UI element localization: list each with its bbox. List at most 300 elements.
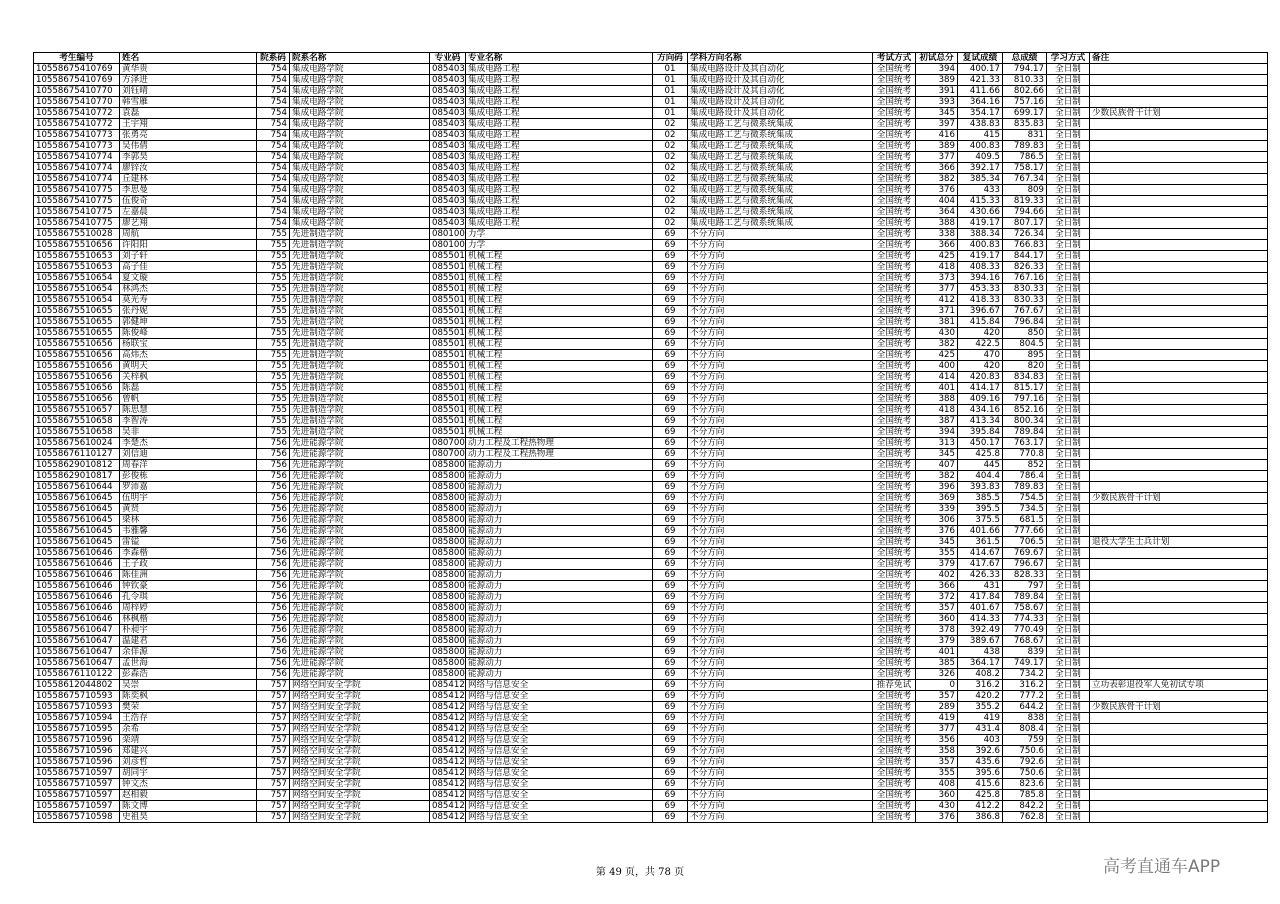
cell-dir-code: 69 [653,251,688,262]
cell-initial: 381 [916,317,958,328]
cell-id: 10558675610646 [34,614,120,625]
cell-total: 895 [1003,350,1047,361]
table-row [34,361,1268,372]
cell-remark [1090,372,1268,383]
cell-id: 10558675610645 [34,515,120,526]
cell-retest: 414.67 [958,548,1003,559]
cell-total: 734.5 [1003,504,1047,515]
cell-initial: 412 [916,295,958,306]
cell-name: 刘信迪 [120,449,257,460]
cell-remark [1090,229,1268,240]
cell-initial: 401 [916,383,958,394]
cell-retest: 385.34 [958,174,1003,185]
cell-name: 刘钰晴 [120,86,257,97]
cell-dir-name: 不分方向 [688,306,873,317]
cell-major-name: 网络与信息安全 [466,746,653,757]
cell-mode: 全日制 [1047,768,1090,779]
cell-dir-name: 不分方向 [688,361,873,372]
cell-initial: 377 [916,724,958,735]
cell-dept-name: 先进能源学院 [290,449,430,460]
cell-remark [1090,779,1268,790]
table-row [34,801,1268,812]
cell-retest: 403 [958,735,1003,746]
cell-name: 杨联宝 [120,339,257,350]
cell-exam-type: 全国统考 [873,196,916,207]
cell-major-code: 085501 [430,317,466,328]
cell-total: 815.17 [1003,383,1047,394]
cell-dir-name: 集成电路工艺与微系统集成 [688,163,873,174]
cell-dir-name: 不分方向 [688,702,873,713]
cell-name: 陈奕枫 [120,691,257,702]
cell-exam-type: 全国统考 [873,779,916,790]
cell-major-code: 085800 [430,526,466,537]
cell-total: 786.5 [1003,152,1047,163]
cell-dept-name: 集成电路学院 [290,141,430,152]
cell-name: 陈文博 [120,801,257,812]
cell-exam-type: 全国统考 [873,394,916,405]
cell-initial: 371 [916,306,958,317]
cell-initial: 379 [916,636,958,647]
cell-total: 835.83 [1003,119,1047,130]
cell-major-code: 085501 [430,416,466,427]
cell-id: 10558675610024 [34,438,120,449]
cell-remark [1090,152,1268,163]
cell-dept-code: 756 [257,460,290,471]
cell-exam-type: 全国统考 [873,108,916,119]
cell-major-code: 085800 [430,537,466,548]
cell-remark [1090,768,1268,779]
cell-dir-code: 69 [653,504,688,515]
cell-name: 夏文璇 [120,273,257,284]
cell-major-code: 085501 [430,394,466,405]
cell-dir-name: 不分方向 [688,482,873,493]
cell-remark [1090,383,1268,394]
cell-mode: 全日制 [1047,383,1090,394]
cell-initial: 339 [916,504,958,515]
table-row [34,548,1268,559]
cell-dept-name: 先进能源学院 [290,471,430,482]
cell-dir-name: 不分方向 [688,691,873,702]
table-row [34,284,1268,295]
cell-dir-name: 不分方向 [688,713,873,724]
cell-major-code: 085501 [430,405,466,416]
cell-mode: 全日制 [1047,537,1090,548]
cell-mode: 全日制 [1047,460,1090,471]
cell-remark [1090,163,1268,174]
cell-name: 张丹妮 [120,306,257,317]
cell-mode: 全日制 [1047,735,1090,746]
cell-exam-type: 全国统考 [873,251,916,262]
cell-major-code: 085403 [430,218,466,229]
cell-remark [1090,97,1268,108]
cell-id: 10558675610646 [34,548,120,559]
cell-name: 高子佳 [120,262,257,273]
cell-dir-name: 集成电路工艺与微系统集成 [688,185,873,196]
table-row [34,185,1268,196]
cell-major-name: 集成电路工程 [466,196,653,207]
cell-retest: 404.4 [958,471,1003,482]
header-dept-code: 院系码 [257,53,290,64]
cell-total: 750.6 [1003,768,1047,779]
cell-remark [1090,746,1268,757]
cell-exam-type: 全国统考 [873,746,916,757]
cell-exam-type: 全国统考 [873,306,916,317]
cell-major-code: 085501 [430,339,466,350]
table-row [34,702,1268,713]
cell-id: 10558675410769 [34,75,120,86]
cell-id: 10558675610647 [34,647,120,658]
cell-dir-code: 69 [653,647,688,658]
cell-initial: 402 [916,570,958,581]
cell-name: 罗沛嘉 [120,482,257,493]
cell-dir-name: 不分方向 [688,405,873,416]
cell-exam-type: 全国统考 [873,152,916,163]
cell-name: 温建君 [120,636,257,647]
table-row [34,273,1268,284]
cell-major-code: 085403 [430,163,466,174]
cell-id: 10558629010812 [34,460,120,471]
cell-dept-name: 集成电路学院 [290,152,430,163]
cell-exam-type: 全国统考 [873,163,916,174]
cell-remark: 退役大学生士兵计划 [1090,537,1268,548]
cell-name: 韦雅馨 [120,526,257,537]
cell-name: 林枫楷 [120,614,257,625]
cell-major-code: 085403 [430,152,466,163]
cell-name: 吴伟倩 [120,141,257,152]
cell-id: 10558675410775 [34,185,120,196]
cell-major-name: 动力工程及工程热物理 [466,438,653,449]
cell-remark [1090,185,1268,196]
cell-dept-code: 755 [257,251,290,262]
cell-dir-name: 不分方向 [688,636,873,647]
cell-exam-type: 全国统考 [873,328,916,339]
cell-name: 胡同宇 [120,768,257,779]
cell-major-code: 080700 [430,449,466,460]
cell-dept-name: 先进能源学院 [290,603,430,614]
cell-total: 754.5 [1003,493,1047,504]
cell-dept-code: 756 [257,482,290,493]
cell-mode: 全日制 [1047,207,1090,218]
cell-major-name: 机械工程 [466,350,653,361]
cell-initial: 366 [916,163,958,174]
cell-retest: 409.5 [958,152,1003,163]
cell-initial: 345 [916,449,958,460]
cell-dept-code: 754 [257,196,290,207]
cell-major-code: 085501 [430,251,466,262]
cell-id: 10558675410773 [34,130,120,141]
table-row [34,174,1268,185]
cell-dept-code: 755 [257,350,290,361]
cell-initial: 360 [916,790,958,801]
table-row [34,438,1268,449]
cell-total: 766.83 [1003,240,1047,251]
table-row [34,251,1268,262]
cell-dept-code: 756 [257,526,290,537]
cell-dir-code: 02 [653,196,688,207]
header-dir-code: 方向码 [653,53,688,64]
cell-dept-code: 755 [257,273,290,284]
cell-dir-name: 不分方向 [688,658,873,669]
cell-mode: 全日制 [1047,790,1090,801]
cell-major-code: 085403 [430,108,466,119]
cell-exam-type: 全国统考 [873,207,916,218]
cell-dept-code: 755 [257,339,290,350]
cell-mode: 全日制 [1047,251,1090,262]
cell-name: 朴昶宇 [120,625,257,636]
cell-major-code: 085800 [430,614,466,625]
table-row [34,229,1268,240]
cell-mode: 全日制 [1047,592,1090,603]
cell-retest: 364.16 [958,97,1003,108]
cell-dept-code: 755 [257,328,290,339]
cell-exam-type: 全国统考 [873,669,916,680]
cell-initial: 414 [916,372,958,383]
cell-initial: 387 [916,416,958,427]
table-row [34,625,1268,636]
cell-retest: 364.17 [958,658,1003,669]
cell-mode: 全日制 [1047,746,1090,757]
table-row [34,504,1268,515]
header-dir-name: 学科方向名称 [688,53,873,64]
cell-dir-code: 69 [653,427,688,438]
cell-initial: 356 [916,735,958,746]
cell-mode: 全日制 [1047,658,1090,669]
cell-id: 10558675510028 [34,229,120,240]
cell-dept-code: 756 [257,449,290,460]
cell-initial: 385 [916,658,958,669]
cell-exam-type: 全国统考 [873,570,916,581]
cell-retest: 411.66 [958,86,1003,97]
cell-major-code: 085800 [430,548,466,559]
cell-name: 高炜杰 [120,350,257,361]
table-row [34,196,1268,207]
cell-dept-name: 网络空间安全学院 [290,691,430,702]
cell-remark [1090,460,1268,471]
cell-dept-name: 网络空间安全学院 [290,713,430,724]
cell-id: 10558675410774 [34,174,120,185]
cell-mode: 全日制 [1047,295,1090,306]
cell-id: 10558612044802 [34,680,120,691]
cell-exam-type: 全国统考 [873,361,916,372]
cell-dir-name: 不分方向 [688,537,873,548]
cell-id: 10558675410775 [34,196,120,207]
cell-exam-type: 全国统考 [873,647,916,658]
cell-total: 796.67 [1003,559,1047,570]
cell-initial: 366 [916,581,958,592]
cell-initial: 407 [916,460,958,471]
cell-major-name: 集成电路工程 [466,163,653,174]
cell-retest: 401.67 [958,603,1003,614]
cell-id: 10558675610647 [34,636,120,647]
cell-mode: 全日制 [1047,515,1090,526]
cell-dept-name: 先进能源学院 [290,647,430,658]
cell-name: 周航 [120,229,257,240]
cell-remark: 少数民族骨干计划 [1090,493,1268,504]
table-row [34,680,1268,691]
cell-dir-code: 02 [653,130,688,141]
cell-dir-code: 69 [653,581,688,592]
cell-major-name: 网络与信息安全 [466,691,653,702]
cell-exam-type: 全国统考 [873,130,916,141]
cell-id: 10558675710593 [34,702,120,713]
cell-exam-type: 全国统考 [873,493,916,504]
cell-remark: 少数民族骨干计划 [1090,702,1268,713]
cell-dept-name: 网络空间安全学院 [290,746,430,757]
cell-dept-code: 755 [257,284,290,295]
cell-major-code: 085501 [430,383,466,394]
cell-dir-name: 不分方向 [688,735,873,746]
cell-name: 许阳阳 [120,240,257,251]
cell-name: 刘彦哲 [120,757,257,768]
cell-major-name: 网络与信息安全 [466,779,653,790]
cell-initial: 357 [916,691,958,702]
cell-dir-code: 02 [653,207,688,218]
cell-dept-code: 756 [257,669,290,680]
cell-dir-code: 69 [653,724,688,735]
cell-total: 759 [1003,735,1047,746]
cell-total: 767.67 [1003,306,1047,317]
cell-remark [1090,119,1268,130]
cell-remark [1090,669,1268,680]
cell-dir-name: 不分方向 [688,328,873,339]
cell-id: 10558675510654 [34,295,120,306]
cell-retest: 395.6 [958,768,1003,779]
cell-dept-name: 先进能源学院 [290,592,430,603]
cell-major-name: 集成电路工程 [466,119,653,130]
header-id: 考生编号 [34,53,120,64]
cell-major-code: 085412 [430,702,466,713]
cell-major-name: 能源动力 [466,625,653,636]
cell-dir-name: 不分方向 [688,394,873,405]
cell-remark [1090,350,1268,361]
cell-mode: 全日制 [1047,141,1090,152]
cell-major-name: 能源动力 [466,493,653,504]
cell-initial: 377 [916,152,958,163]
cell-mode: 全日制 [1047,394,1090,405]
cell-dept-name: 先进能源学院 [290,460,430,471]
cell-major-code: 085403 [430,75,466,86]
cell-retest: 414.33 [958,614,1003,625]
cell-exam-type: 全国统考 [873,449,916,460]
cell-name: 孟世海 [120,658,257,669]
cell-dept-name: 集成电路学院 [290,108,430,119]
cell-id: 10558675710596 [34,746,120,757]
cell-exam-type: 全国统考 [873,625,916,636]
cell-mode: 全日制 [1047,691,1090,702]
cell-dir-name: 不分方向 [688,438,873,449]
cell-dir-name: 集成电路工艺与微系统集成 [688,207,873,218]
cell-major-code: 085800 [430,559,466,570]
cell-retest: 431 [958,581,1003,592]
cell-dir-code: 69 [653,559,688,570]
cell-retest: 425.8 [958,790,1003,801]
cell-initial: 418 [916,405,958,416]
cell-id: 10558675610646 [34,559,120,570]
cell-initial: 313 [916,438,958,449]
cell-total: 796.84 [1003,317,1047,328]
cell-major-name: 网络与信息安全 [466,735,653,746]
cell-initial: 372 [916,592,958,603]
cell-retest: 419 [958,713,1003,724]
cell-name: 左嘉晨 [120,207,257,218]
cell-id: 10558675510656 [34,240,120,251]
cell-major-name: 机械工程 [466,383,653,394]
cell-dept-code: 756 [257,636,290,647]
header-retest: 复试成绩 [958,53,1003,64]
header-total: 总成绩 [1003,53,1047,64]
cell-dept-code: 756 [257,493,290,504]
cell-major-code: 085412 [430,801,466,812]
cell-mode: 全日制 [1047,438,1090,449]
cell-dept-name: 网络空间安全学院 [290,801,430,812]
cell-major-name: 能源动力 [466,658,653,669]
cell-dir-code: 69 [653,658,688,669]
cell-exam-type: 全国统考 [873,339,916,350]
cell-id: 10558675710593 [34,691,120,702]
cell-mode: 全日制 [1047,427,1090,438]
cell-dir-code: 69 [653,394,688,405]
cell-dept-code: 757 [257,768,290,779]
cell-exam-type: 全国统考 [873,174,916,185]
header-remark: 备注 [1090,53,1268,64]
cell-dept-name: 先进制造学院 [290,328,430,339]
cell-dir-name: 不分方向 [688,614,873,625]
cell-id: 10558676110127 [34,449,120,460]
cell-major-name: 能源动力 [466,548,653,559]
cell-dept-code: 755 [257,416,290,427]
cell-dept-name: 先进制造学院 [290,295,430,306]
cell-major-code: 085800 [430,603,466,614]
cell-dir-name: 集成电路设计及其自动化 [688,86,873,97]
cell-name: 赵相毅 [120,790,257,801]
cell-remark [1090,339,1268,350]
header-major-code: 专业码 [430,53,466,64]
cell-mode: 全日制 [1047,262,1090,273]
cell-dir-name: 不分方向 [688,757,873,768]
cell-exam-type: 全国统考 [873,592,916,603]
cell-retest: 421.33 [958,75,1003,86]
cell-retest: 316.2 [958,680,1003,691]
cell-dir-name: 不分方向 [688,240,873,251]
table-row [34,614,1268,625]
cell-remark [1090,614,1268,625]
cell-dir-name: 集成电路工艺与微系统集成 [688,174,873,185]
cell-dept-code: 756 [257,581,290,592]
cell-name: 孔令琪 [120,592,257,603]
cell-total: 834.83 [1003,372,1047,383]
cell-major-code: 085800 [430,471,466,482]
cell-mode: 全日制 [1047,713,1090,724]
cell-dept-name: 先进制造学院 [290,284,430,295]
cell-major-code: 085403 [430,97,466,108]
cell-major-name: 机械工程 [466,273,653,284]
cell-id: 10558675610645 [34,526,120,537]
table-row [34,163,1268,174]
cell-dept-code: 757 [257,812,290,823]
cell-dir-code: 69 [653,306,688,317]
cell-dept-code: 756 [257,614,290,625]
cell-mode: 全日制 [1047,75,1090,86]
cell-total: 777.2 [1003,691,1047,702]
table-row [34,581,1268,592]
cell-name: 余希 [120,724,257,735]
cell-dept-code: 754 [257,75,290,86]
cell-total: 852 [1003,460,1047,471]
cell-mode: 全日制 [1047,405,1090,416]
cell-remark [1090,515,1268,526]
cell-dir-name: 不分方向 [688,603,873,614]
cell-mode: 全日制 [1047,64,1090,75]
